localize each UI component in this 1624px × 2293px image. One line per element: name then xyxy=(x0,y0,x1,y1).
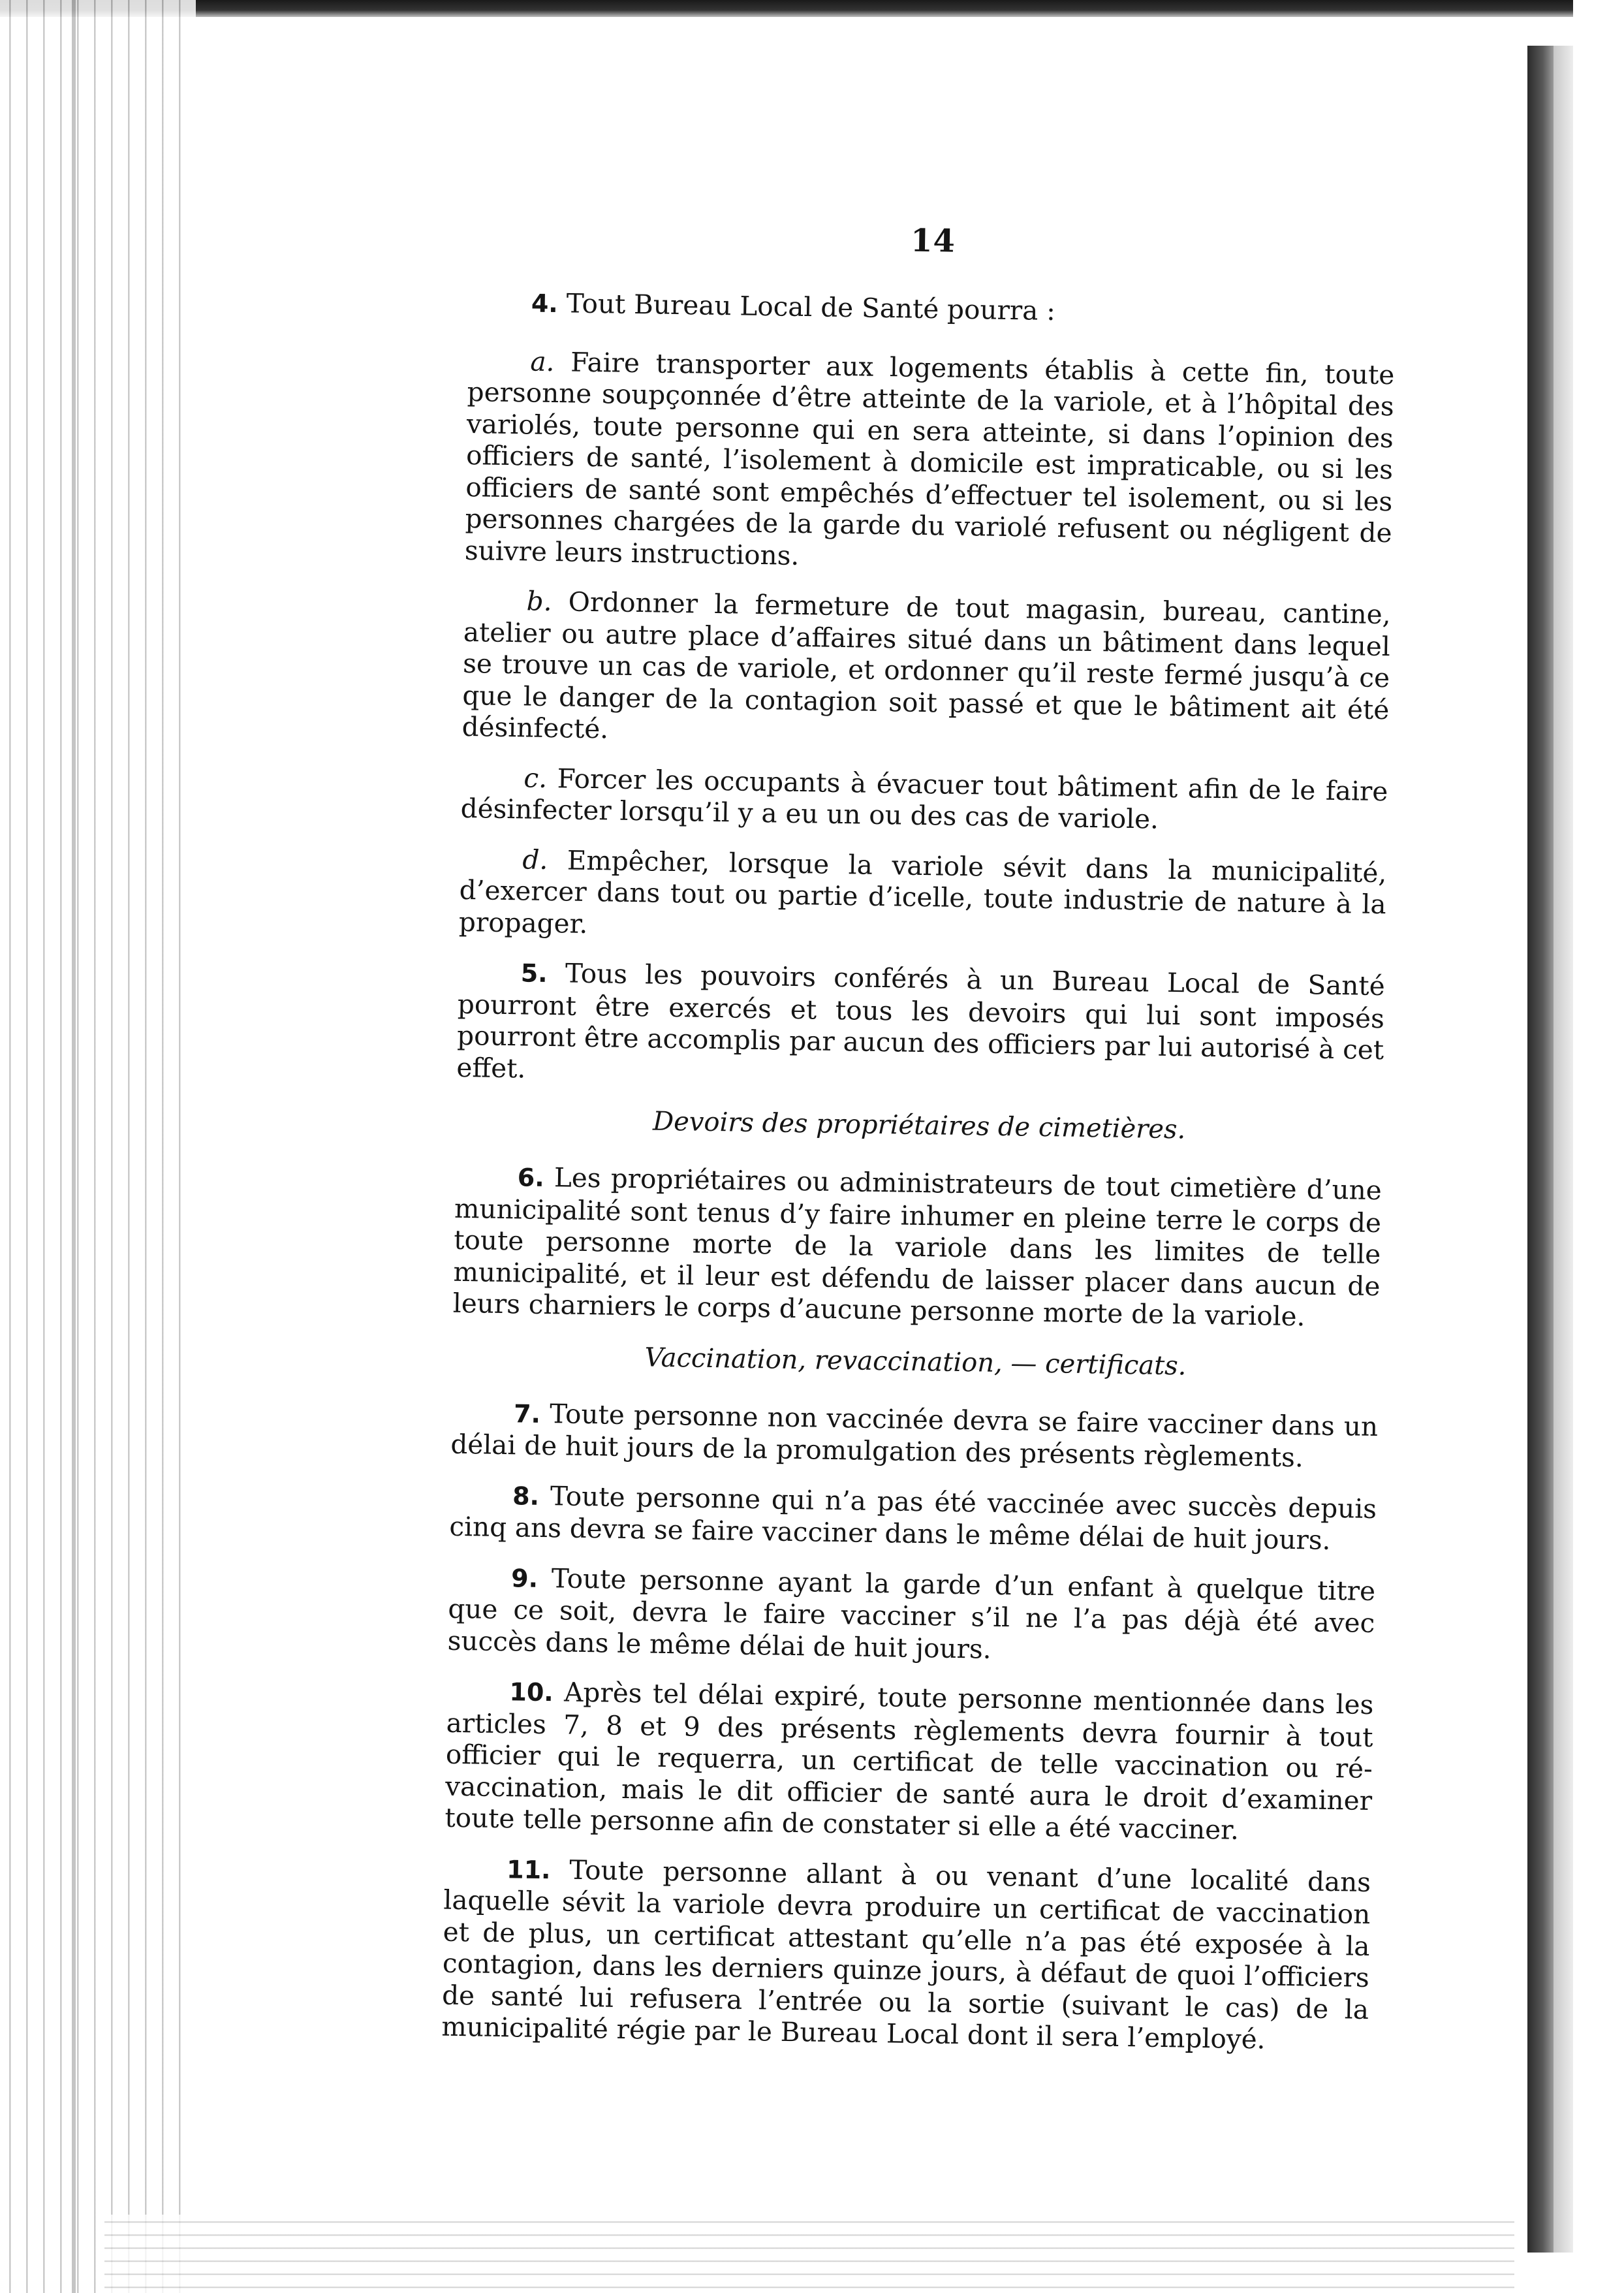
document-page xyxy=(441,215,1397,2075)
article-4-c xyxy=(460,761,1388,838)
article-number: 7. xyxy=(513,1399,541,1429)
scan-top-edge xyxy=(0,0,1624,17)
article-8 xyxy=(449,1478,1377,1557)
scan-margin-right xyxy=(1573,0,1624,2293)
article-text: Tous les pouvoirs conférés à un Bureau Local de Santé pourront être exercés et tous les devoirs qui lui sont imposés pourront être accomplis par aucun des officiers par lui autorisé à cet effet. xyxy=(456,957,1386,1084)
article-7 xyxy=(450,1396,1378,1474)
article-number: 11. xyxy=(506,1854,551,1884)
book-spine-shadow xyxy=(1527,46,1554,2253)
clause-letter: a. xyxy=(530,345,555,377)
article-4-b xyxy=(461,584,1391,757)
article-number: 8. xyxy=(512,1481,540,1511)
article-number: 5. xyxy=(520,958,548,988)
article-number: 6. xyxy=(517,1163,545,1192)
article-text: Toute personne non vaccinée devra se faire vacciner dans un délai de huit jours de la promulgation des présents règlements. xyxy=(450,1397,1379,1474)
article-11 xyxy=(441,1852,1371,2057)
article-4-a xyxy=(465,344,1395,580)
article-5 xyxy=(456,956,1385,1098)
article-10 xyxy=(445,1675,1374,1848)
article-text: Tout Bureau Local de Santé pourra : xyxy=(566,287,1056,327)
article-text: Après tel délai expiré, toute personne mentionnée dans les articles 7, 8 et 9 des présents règlements devra fournir à tout officier qui le requerra, un certificat de telle vaccination ou ré-vaccination, mais le dit officier de santé aura le droit d’examiner toute telle personne afin de constater si elle a été vacciner. xyxy=(445,1676,1374,1846)
book-page-edges-bottom xyxy=(104,2215,1514,2293)
article-4-d xyxy=(459,842,1387,952)
article-4-intro xyxy=(469,286,1396,333)
article-text: Les propriétaires ou administrateurs de tout cimetière d’une municipalité sont tenus d’y faire inhumer en pleine terre le corps de toute personne morte de la variole dans les limites de telle municipalité, et il leur est défendu de laisser placer dans aucun de leurs charniers le corps d’aucune personne morte de la variole. xyxy=(452,1162,1382,1333)
clause-text: Empêcher, lorsque la variole sévit dans la municipalité, d’exercer dans tout ou partie d’icelle, toute industrie de nature à la propager. xyxy=(458,844,1387,940)
article-number: 10. xyxy=(509,1677,554,1707)
clause-letter: c. xyxy=(523,761,548,794)
clause-letter: d. xyxy=(522,843,548,876)
page-number: 14 xyxy=(910,222,956,260)
clause-text: Ordonner la fermeture de tout magasin, bureau, cantine, atelier ou autre place d’affaires situé dans un bâtiment dans lequel se trouve un cas de variole, et ordonner qu’il reste fermé jusqu’à ce que le danger de la contagion soit passé et que le bâtiment ait été désinfecté. xyxy=(461,586,1391,745)
article-6 xyxy=(452,1160,1382,1334)
article-number: 4. xyxy=(531,289,559,319)
article-text: Toute personne qui n’a pas été vaccinée avec succès depuis cinq ans devra se faire vacciner dans le même délai de huit jours. xyxy=(449,1479,1377,1556)
book-page-edge-right xyxy=(1554,46,1573,2253)
article-text: Toute personne ayant la garde d’un enfant à quelque titre que ce soit, devra le faire vacciner s’il ne l’a pas déjà été avec succès dans le même délai de huit jours. xyxy=(447,1562,1376,1665)
article-text: Toute personne allant à ou venant d’une localité dans laquelle sévit la variole devra produire un certificat de vaccination et de plus, un certificat attestant qu’elle n’a pas été exposée à la contagion, dans les derniers quinze jours, à défaut de quoi l’officiers de santé lui refusera l’entrée ou la sortie (suivant le cas) de la municipalité régie par le Bureau Local dont il sera l’employé. xyxy=(441,1854,1371,2055)
article-number: 9. xyxy=(510,1563,539,1593)
clause-text: Forcer les occupants à évacuer tout bâtiment afin de le faire désinfecter lorsqu’il y a eu un ou des cas de variole. xyxy=(460,762,1388,835)
book-page-edges-left xyxy=(0,0,196,2293)
section-heading-vaccination: Vaccination, revaccination, — certificats. xyxy=(644,1342,1187,1381)
clause-text: Faire transporter aux logements établis à cette fin, toute personne soupçonnée d’être atteinte de la variole, et à l’hôpital des variolés, toute personne qui en sera atteinte, si dans l’opinion des officiers de santé, l’isolement à domicile est impraticable, ou si les officiers de santé sont empêchés d’effectuer tel isolement, ou si les personnes chargées de la garde du variolé refusent ou négligent de suivre leurs instructions. xyxy=(464,345,1395,571)
article-9 xyxy=(447,1560,1375,1671)
clause-letter: b. xyxy=(526,585,552,618)
section-heading-cemeteries: Devoirs des propriétaires de cimetières. xyxy=(652,1106,1186,1145)
